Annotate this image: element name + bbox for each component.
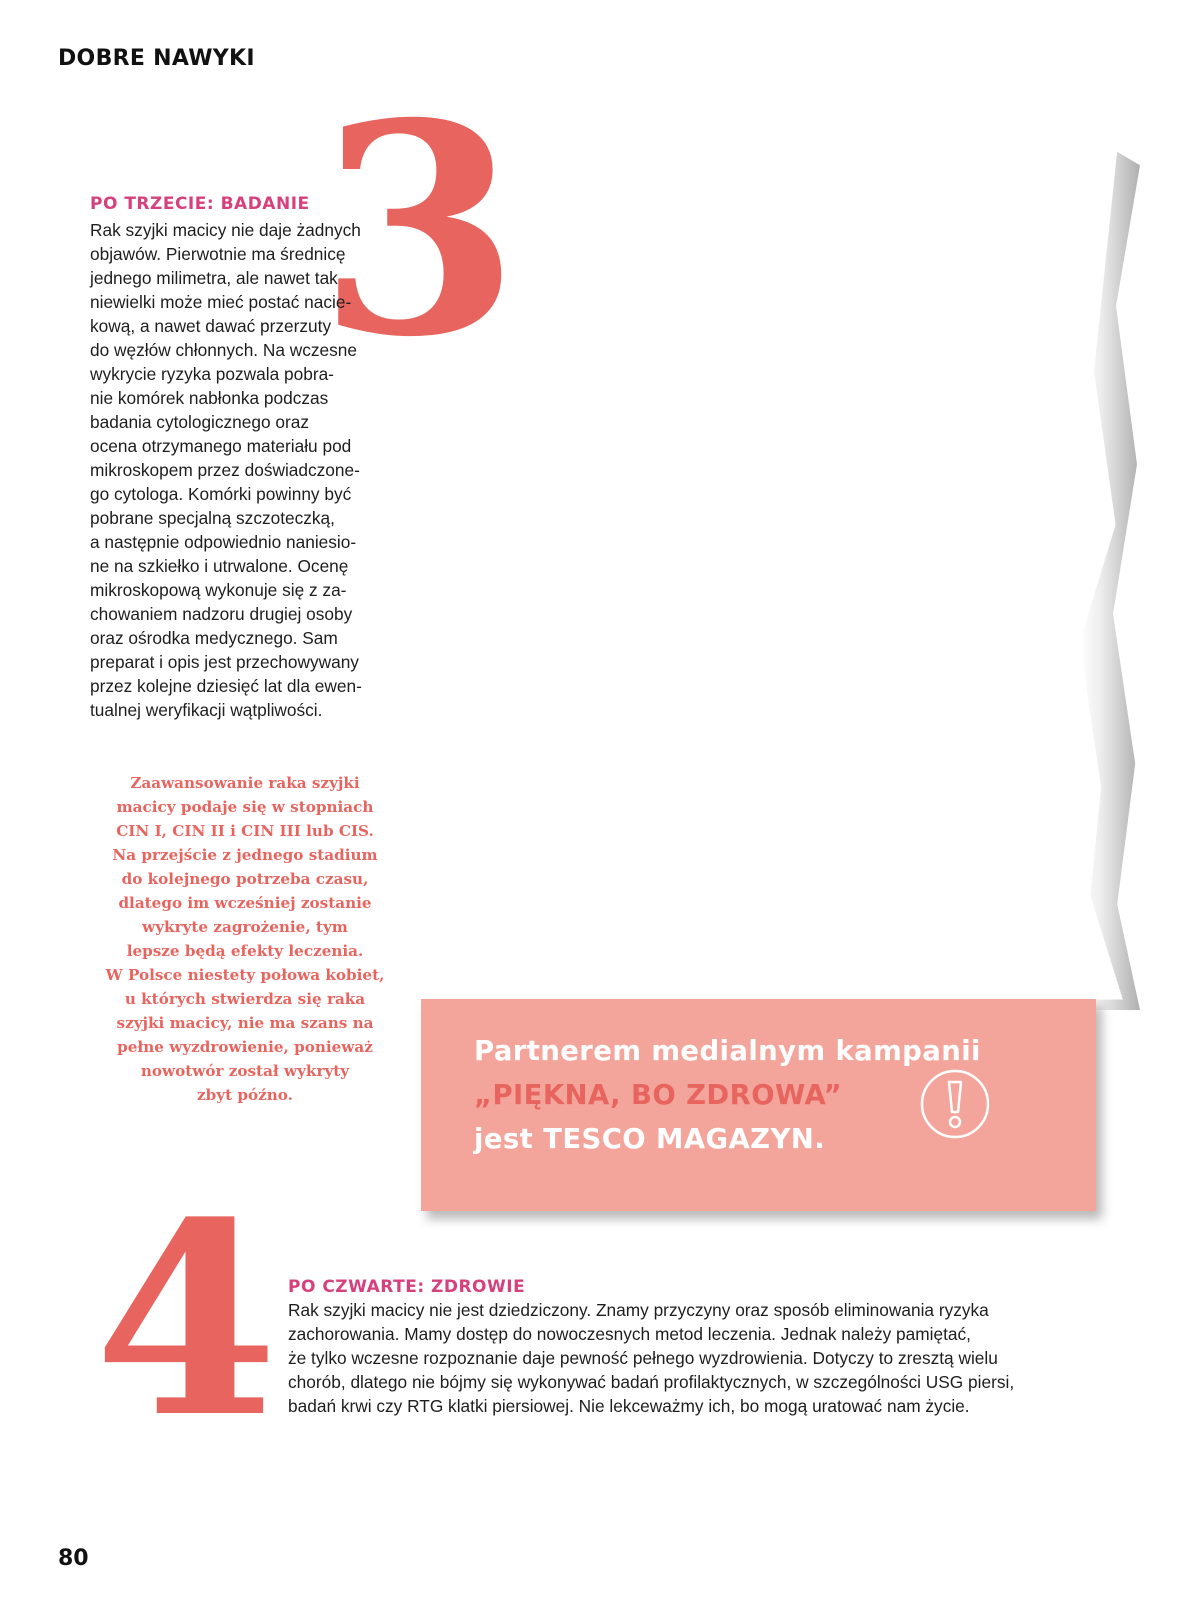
body-line: chowaniem nadzoru drugiej osoby (90, 604, 353, 624)
body-line: objawów. Pierwotnie ma średnicę (90, 244, 346, 264)
quote-line: wykryte zagrożenie, tym (142, 918, 348, 936)
quote-line: szyjki macicy, nie ma szans na (116, 1014, 374, 1032)
section-label: DOBRE NAWYKI (58, 46, 255, 71)
quote-line: dlatego im wcześniej zostanie (118, 894, 372, 912)
exclamation-circle-icon (919, 1068, 991, 1140)
body-line: mikroskopową wykonuje się z za- (90, 580, 347, 600)
banner-line-3: jest TESCO MAGAZYN. (474, 1123, 826, 1155)
page-number: 80 (58, 1546, 89, 1571)
section-three-body (90, 218, 402, 722)
body-line: nie komórek nabłonka podczas (90, 388, 329, 408)
quote-line: CIN I, CIN II i CIN III lub CIS. (116, 822, 374, 840)
quote-line: pełne wyzdrowienie, ponieważ (117, 1038, 373, 1056)
body-line: mikroskopem przez doświadczone- (90, 460, 360, 480)
big-number-three: 3 (318, 61, 510, 401)
body-line: przez kolejne dziesięć lat dla ewen- (90, 676, 362, 696)
body-line: niewielki może mieć postać nacie- (90, 292, 352, 312)
body-line: badania cytologicznego oraz (90, 412, 310, 432)
body-line: tualnej weryfikacji wątpliwości. (90, 700, 323, 720)
body-line: preparat i opis jest przechowywany (90, 652, 359, 672)
body-line: zachorowania. Mamy dostęp do nowoczesnych metod leczenia. Jednak należy pamiętać, (288, 1324, 971, 1344)
banner-campaign-name: „PIĘKNA, BO ZDROWA” (474, 1079, 843, 1111)
body-line: pobrane specjalną szczoteczką, (90, 508, 335, 528)
pull-quote (86, 771, 404, 1107)
quote-line: macicy podaje się w stopniach (116, 798, 374, 816)
media-partner-banner (421, 999, 1096, 1211)
quote-line: zbyt późno. (197, 1086, 293, 1104)
quote-line: W Polsce niestety połowa kobiet, (105, 966, 385, 984)
section-three-title: PO TRZECIE: BADANIE (90, 194, 310, 214)
body-line: chorób, dlatego nie bójmy się wykonywać badań profilaktycznych, w szczególności USG piersi, (288, 1372, 1015, 1392)
quote-line: lepsze będą efekty leczenia. (126, 942, 364, 960)
body-line: do węzłów chłonnych. Na wczesne (90, 340, 358, 360)
body-line: Rak szyjki macicy nie daje żadnych (90, 220, 361, 240)
body-line: go cytologa. Komórki powinny być (90, 484, 352, 504)
quote-line: Zaawansowanie raka szyjki (130, 774, 360, 792)
body-line: oraz ośrodka medycznego. Sam (90, 628, 338, 648)
body-line: wykrycie ryzyka pozwala pobra- (90, 364, 334, 384)
body-line: ocena otrzymanego materiału pod (90, 436, 352, 456)
quote-line: Na przejście z jednego stadium (112, 846, 378, 864)
banner-text (474, 1029, 981, 1161)
big-number-four: 4 (94, 1165, 279, 1476)
section-four-body (288, 1298, 1070, 1418)
body-line: jednego milimetra, ale nawet tak (90, 268, 338, 288)
body-line: Rak szyjki macicy nie jest dziedziczony. Znamy przyczyny oraz sposób eliminowania ryzyka (288, 1300, 989, 1320)
body-line: badań krwi czy RTG klatki piersiowej. Nie lekceważmy ich, bo mogą uratować nam życie. (288, 1396, 970, 1416)
banner-line-1: Partnerem medialnym kampanii (474, 1035, 981, 1067)
body-line: ne na szkiełko i utrwalone. Ocenę (90, 556, 349, 576)
torn-paper-photo-frame (410, 100, 1130, 1004)
quote-line: do kolejnego potrzeba czasu, (121, 870, 369, 888)
body-line: że tylko wczesne rozpoznanie daje pewność pełnego wyzdrowienia. Dotyczy to zresztą wielu (288, 1348, 998, 1368)
section-four-title: PO CZWARTE: ZDROWIE (288, 1277, 526, 1297)
body-line: kową, a nawet dawać przerzuty (90, 316, 332, 336)
quote-line: nowotwór został wykryty (140, 1062, 350, 1080)
body-line: a następnie odpowiednio naniesio- (90, 532, 357, 552)
quote-line: u których stwierdza się raka (124, 990, 366, 1008)
